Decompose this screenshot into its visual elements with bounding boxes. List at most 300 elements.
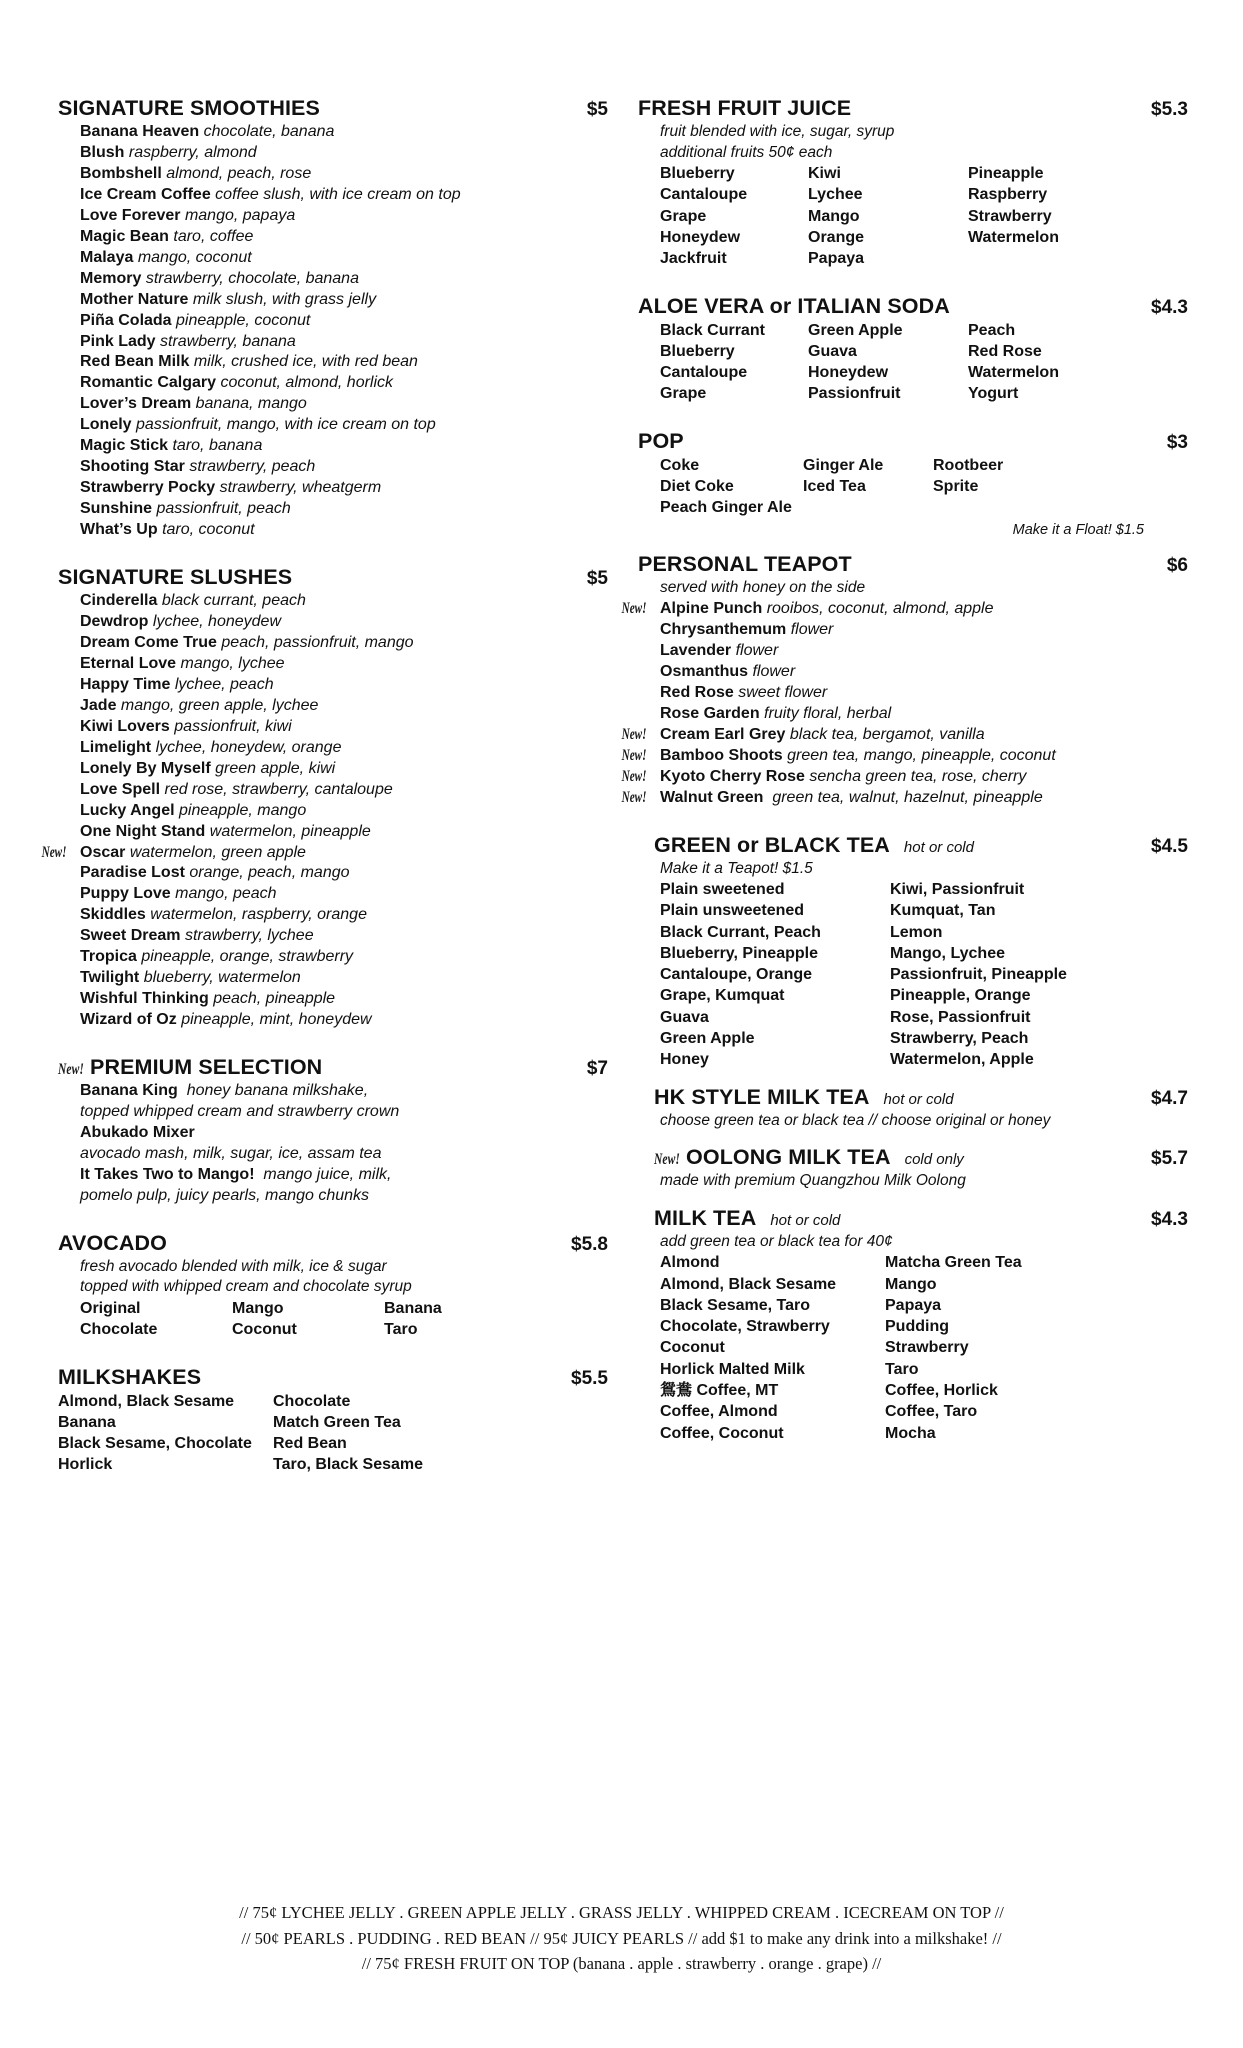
section-title: SIGNATURE SMOOTHIES (58, 96, 320, 120)
item-desc: flower (790, 620, 834, 638)
item-name: Lavender (660, 641, 732, 659)
menu-item (80, 311, 608, 332)
menu-item (80, 780, 608, 801)
item-desc: strawberry, wheatgerm (219, 479, 382, 497)
flavor-grid (660, 320, 1188, 405)
item-desc: mango juice, milk, (263, 1165, 392, 1183)
item-desc: taro, coconut (162, 521, 255, 539)
flavor-item: Chocolate (80, 1321, 158, 1339)
item-desc: coconut, almond, horlick (220, 374, 394, 392)
flavor-item: Banana (384, 1300, 442, 1318)
item-desc: strawberry, peach (189, 458, 316, 476)
item-name: Blush (80, 143, 125, 161)
section-aloe-vera-italian-soda (638, 294, 1188, 405)
menu-item (80, 248, 608, 269)
section-subtitle: made with premium Quangzhou Milk Oolong (660, 1172, 966, 1190)
section-subtitle: fruit blended with ice, sugar, syrup (660, 123, 895, 140)
flavor-item: Raspberry (968, 186, 1048, 204)
item-name: Jade (80, 696, 117, 714)
flavor-item: Watermelon (968, 364, 1059, 382)
item-name: Bombshell (80, 164, 162, 182)
menu-item (660, 662, 1188, 683)
flavor-item: Chocolate, Strawberry (660, 1318, 830, 1336)
item-desc: passionfruit, mango, with ice cream on top (136, 416, 436, 434)
section-price: $5.8 (571, 1233, 608, 1255)
section-header (638, 1145, 1188, 1170)
menu-item (660, 704, 1188, 725)
item-desc: coffee slush, with ice cream on top (215, 185, 461, 203)
flavor-item: Black Sesame, Chocolate (58, 1435, 252, 1453)
flavor-item: Kiwi (808, 165, 841, 183)
section-price: $5.7 (1151, 1148, 1188, 1170)
item-name: One Night Stand (80, 822, 206, 840)
section-note: hot or cold (770, 1211, 841, 1229)
flavor-item: Rose, Passionfruit (890, 1008, 1031, 1026)
item-name: Cream Earl Grey (660, 725, 786, 743)
section-title: MILKSHAKES (58, 1364, 202, 1389)
item-name: What’s Up (80, 521, 158, 539)
menu-item-new (621, 767, 1188, 788)
flavor-item: Coffee, Taro (885, 1403, 978, 1421)
flavor-item: Passionfruit (808, 385, 901, 403)
section-pop (638, 429, 1188, 539)
section-fresh-fruit-juice (638, 96, 1188, 270)
section-title-text: PREMIUM SELECTION (90, 1055, 323, 1080)
left-column (41, 96, 608, 1476)
new-badge: New! (41, 843, 67, 861)
item-desc: mango, green apple, lychee (120, 696, 319, 714)
flavor-item: Mango (885, 1275, 937, 1293)
menu-item (80, 759, 608, 780)
section-price: $6 (1166, 555, 1188, 577)
new-badge: New! (621, 788, 647, 806)
item-name: Malaya (80, 248, 134, 266)
item-desc: orange, peach, mango (189, 864, 350, 882)
flavor-item: Plain sweetened (660, 881, 785, 899)
section-premium-selection (58, 1055, 608, 1207)
menu-item (80, 122, 608, 143)
flavor-item (803, 497, 933, 518)
section-price: $3 (1166, 431, 1188, 453)
menu-item (80, 457, 608, 478)
section-price: $4.3 (1151, 296, 1188, 318)
menu-item (80, 164, 608, 185)
flavor-item: Mocha (885, 1424, 936, 1442)
menu-item (80, 696, 608, 717)
section-title: GREEN or BLACK TEA (654, 832, 890, 857)
item-desc: watermelon, green apple (129, 843, 306, 861)
flavor-grid (660, 879, 1188, 1070)
section-signature-slushes (41, 565, 608, 1031)
item-desc: lychee, honeydew, orange (155, 738, 342, 756)
item-desc: almond, peach, rose (166, 164, 312, 182)
item-name: Shooting Star (80, 458, 185, 476)
item-desc: fruity floral, herbal (764, 704, 892, 722)
green-tea-body (638, 859, 1188, 1071)
section-title: SIGNATURE SLUSHES (58, 565, 293, 590)
flavor-item: Kiwi, Passionfruit (890, 881, 1025, 899)
menu-item (80, 612, 608, 633)
menu-item (80, 478, 608, 499)
item-desc: black currant, peach (161, 592, 306, 610)
menu-item (80, 884, 608, 905)
item-name: Pink Lady (80, 332, 156, 350)
spacer (58, 1031, 608, 1055)
section-title: POP (638, 428, 684, 453)
item-desc: pineapple, mint, honeydew (181, 1011, 372, 1029)
item-name: Skiddles (80, 906, 146, 924)
menu-item (80, 926, 608, 947)
item-desc: green apple, kiwi (215, 759, 336, 777)
section-header (58, 1231, 608, 1256)
flavor-item: Passionfruit, Pineapple (890, 966, 1067, 984)
item-name: Limelight (80, 738, 152, 756)
flavor-item: Cantaloupe (660, 186, 748, 204)
item-desc: sencha green tea, rose, cherry (809, 767, 1027, 785)
item-desc: lychee, peach (174, 675, 274, 693)
flavor-item: Black Currant (660, 321, 765, 339)
flavor-item: Kumquat, Tan (890, 902, 996, 920)
flavor-item: Almond, Black Sesame (660, 1275, 837, 1293)
flavor-item: Watermelon, Apple (890, 1051, 1034, 1069)
item-desc: passionfruit, peach (156, 500, 291, 518)
milk-tea-body (638, 1232, 1188, 1444)
item-desc: chocolate, banana (203, 123, 335, 140)
flavor-item: Ginger Ale (803, 456, 884, 474)
item-name: Wishful Thinking (80, 990, 209, 1008)
flavor-item: Guava (660, 1008, 709, 1026)
item-desc: passionfruit, kiwi (174, 717, 292, 735)
menu-columns (41, 96, 1188, 1476)
menu-item (660, 620, 1188, 641)
item-name: Dewdrop (80, 613, 149, 631)
section-title: ALOE VERA or ITALIAN SODA (638, 293, 950, 318)
section-avocado (58, 1231, 608, 1341)
section-header (58, 96, 608, 121)
section-title: MILK TEA (654, 1205, 757, 1230)
flavor-item: Almond, Black Sesame (58, 1392, 235, 1410)
section-title-text: OOLONG MILK TEA (686, 1145, 891, 1170)
flavor-grid (80, 1298, 608, 1341)
item-desc: honey banana milkshake, (186, 1082, 369, 1100)
spacer (638, 809, 1188, 833)
item-name: Puppy Love (80, 885, 171, 903)
flavor-item: Horlick Malted Milk (660, 1360, 805, 1378)
flavor-item: Iced Tea (803, 477, 866, 495)
menu-item (80, 591, 608, 612)
flavor-item: Horlick (58, 1456, 113, 1474)
item-desc: mango, peach (175, 885, 277, 903)
flavor-item: Diet Coke (660, 477, 734, 495)
section-subtitle: additional fruits 50¢ each (660, 143, 833, 161)
item-name: Rose Garden (660, 704, 760, 722)
section-title: FRESH FRUIT JUICE (638, 96, 852, 120)
item-name: Kyoto Cherry Rose (660, 767, 805, 785)
menu-item (80, 373, 608, 394)
section-title (654, 1145, 891, 1170)
flavor-item: Coffee, Almond (660, 1403, 778, 1421)
menu-item (80, 269, 608, 290)
item-desc: pineapple, coconut (176, 311, 311, 329)
section-personal-teapot (621, 552, 1188, 808)
menu-item (80, 968, 608, 989)
flavor-item: Plain unsweetened (660, 902, 805, 920)
item-name: Piña Colada (80, 311, 172, 329)
item-desc-cont: topped whipped cream and strawberry crown (80, 1103, 400, 1121)
section-subtitle: choose green tea or black tea // choose original or honey (660, 1111, 1051, 1129)
menu-item-new (621, 725, 1188, 746)
section-subtitle: served with honey on the side (660, 579, 866, 597)
section-subtitle: Make it a Teapot! $1.5 (660, 859, 813, 877)
item-name: Paradise Lost (80, 864, 185, 882)
menu-item-new (621, 788, 1188, 809)
flavor-item: Strawberry, Peach (890, 1030, 1029, 1048)
menu-item (80, 863, 608, 884)
item-name: Mother Nature (80, 290, 189, 308)
flavor-item: Papaya (885, 1296, 942, 1314)
new-badge: New! (621, 600, 647, 618)
item-desc: flower (735, 641, 779, 659)
section-note: cold only (904, 1151, 964, 1169)
section-header (638, 552, 1188, 577)
item-name: Alpine Punch (660, 600, 763, 618)
flavor-item: Taro (384, 1321, 418, 1339)
flavor-item: Red Rose (968, 342, 1042, 360)
menu-item (80, 352, 608, 373)
flavor-item: Strawberry (885, 1339, 969, 1357)
item-name: Lover’s Dream (80, 395, 192, 413)
item-name: Red Rose (660, 683, 734, 701)
menu-item (80, 185, 608, 206)
new-badge: New! (58, 1061, 84, 1079)
menu-item (80, 822, 608, 843)
aloe-body (638, 320, 1188, 405)
section-header (638, 1206, 1188, 1231)
section-header (58, 1055, 608, 1080)
item-desc: green tea, walnut, hazelnut, pineapple (772, 788, 1043, 806)
menu-item (80, 654, 608, 675)
spacer (58, 1207, 608, 1231)
flavor-item: Papaya (808, 250, 865, 268)
section-header (58, 1365, 608, 1390)
flavor-item: Peach (968, 321, 1016, 339)
item-name: Oscar (80, 843, 126, 861)
flavor-item: Blueberry (660, 165, 735, 183)
spacer (58, 1341, 608, 1365)
menu-item-new (621, 746, 1188, 767)
section-milkshakes (58, 1365, 608, 1476)
section-note: hot or cold (883, 1090, 954, 1108)
item-list (58, 1081, 608, 1207)
section-signature-smoothies (58, 96, 608, 541)
avocado-body (58, 1257, 608, 1341)
item-desc: rooibos, coconut, almond, apple (766, 600, 994, 618)
section-title: PERSONAL TEAPOT (638, 552, 852, 577)
item-desc: strawberry, lychee (184, 927, 314, 945)
item-desc: banana, mango (195, 395, 307, 413)
flavor-item: Pineapple, Orange (890, 987, 1031, 1005)
flavor-item: Black Sesame, Taro (660, 1296, 811, 1314)
item-desc: watermelon, pineapple (209, 822, 371, 840)
item-name: Chrysanthemum (660, 620, 787, 638)
menu-item (80, 717, 608, 738)
item-name: Love Spell (80, 780, 161, 798)
juice-body (638, 122, 1188, 270)
item-name: Love Forever (80, 206, 181, 224)
item-desc: blueberry, watermelon (143, 969, 301, 987)
flavor-item: Cantaloupe, Orange (660, 966, 813, 984)
flavor-item: Matcha Green Tea (885, 1254, 1022, 1272)
menu-item (80, 801, 608, 822)
menu-item (80, 206, 608, 227)
item-name: Wizard of Oz (80, 1011, 177, 1029)
item-desc: mango, papaya (184, 206, 296, 224)
section-header (638, 833, 1188, 858)
item-desc: peach, passionfruit, mango (221, 633, 414, 651)
menu-item (80, 520, 608, 541)
flavor-item: Cantaloupe (660, 364, 748, 382)
section-title (58, 1055, 322, 1080)
new-badge: New! (654, 1151, 680, 1169)
flavor-item: Yogurt (968, 385, 1019, 403)
flavor-item: Coffee, Horlick (885, 1381, 998, 1399)
section-header (638, 96, 1188, 121)
item-desc: milk slush, with grass jelly (192, 290, 377, 308)
menu-item (80, 989, 608, 1010)
flavor-item: Taro (885, 1360, 919, 1378)
flavor-grid (660, 1252, 1188, 1443)
flavor-item: Pudding (885, 1318, 949, 1336)
flavor-item: Pineapple (968, 165, 1044, 183)
item-desc: watermelon, raspberry, orange (150, 906, 367, 924)
item-desc: raspberry, almond (128, 143, 257, 161)
flavor-item: 鴛鴦 Coffee, MT (660, 1381, 779, 1399)
flavor-item: Mango, Lychee (890, 944, 1005, 962)
item-desc: sweet flower (738, 683, 828, 701)
section-title: AVOCADO (58, 1230, 167, 1255)
new-badge: New! (621, 725, 647, 743)
flavor-item: Blueberry (660, 342, 735, 360)
footer-line: // 75¢ FRESH FRUIT ON TOP (banana . apple . strawberry . orange . grape) // (361, 1954, 882, 1974)
section-oolong-milk-tea (638, 1145, 1188, 1192)
section-price: $5.3 (1151, 99, 1188, 120)
item-desc: milk, crushed ice, with red bean (193, 353, 418, 371)
item-desc: mango, lychee (180, 654, 285, 672)
item-name: Dream Come True (80, 633, 217, 651)
item-name: Romantic Calgary (80, 374, 217, 392)
flavor-item: Honeydew (808, 364, 889, 382)
item-name: Lonely By Myself (80, 759, 211, 777)
item-desc: flower (752, 662, 796, 680)
item-name: Sweet Dream (80, 927, 181, 945)
menu-item (80, 143, 608, 164)
item-name: Abukado Mixer (80, 1123, 195, 1141)
section-milk-tea (638, 1206, 1188, 1444)
menu-item (80, 905, 608, 926)
flavor-item: Taro, Black Sesame (273, 1456, 424, 1474)
flavor-item: Mango (808, 207, 860, 225)
flavor-item: Rootbeer (933, 456, 1004, 474)
item-name: Bamboo Shoots (660, 746, 783, 764)
flavor-item: Lemon (890, 923, 943, 941)
item-desc: taro, banana (172, 437, 263, 455)
menu-item (80, 947, 608, 968)
spacer (58, 541, 608, 565)
flavor-grid (660, 163, 1188, 269)
flavor-item: Chocolate (273, 1392, 351, 1410)
section-price: $5 (586, 568, 608, 590)
flavor-item: Black Currant, Peach (660, 923, 821, 941)
item-desc: pineapple, mango (179, 801, 307, 819)
flavor-item: Grape, Kumquat (660, 987, 785, 1005)
section-subtitle: topped with whipped cream and chocolate syrup (80, 1278, 412, 1296)
item-name: Ice Cream Coffee (80, 185, 211, 203)
menu-item (80, 1081, 608, 1123)
flavor-item: Coconut (660, 1339, 725, 1357)
menu-item (80, 633, 608, 654)
float-note: Make it a Float! $1.5 (1012, 522, 1144, 539)
section-header (638, 1085, 1188, 1110)
flavor-item: Match Green Tea (273, 1413, 401, 1431)
menu-item (660, 683, 1188, 704)
item-desc-cont: pomelo pulp, juicy pearls, mango chunks (80, 1186, 370, 1204)
flavor-item: Almond (660, 1254, 720, 1272)
section-price: $7 (586, 1058, 608, 1080)
flavor-item: Coconut (232, 1321, 297, 1339)
menu-item-new (621, 599, 1188, 620)
menu-item (80, 1165, 608, 1207)
spacer (638, 1071, 1188, 1085)
item-name: It Takes Two to Mango! (80, 1165, 255, 1183)
item-name: Kiwi Lovers (80, 717, 170, 735)
item-name: Eternal Love (80, 654, 177, 672)
section-subtitle: add green tea or black tea for 40¢ (660, 1232, 893, 1250)
menu-item (80, 290, 608, 311)
item-name: Twilight (80, 969, 140, 987)
flavor-item (933, 497, 1188, 518)
item-name: Osmanthus (660, 662, 749, 680)
pop-body (638, 455, 1188, 539)
item-desc: pineapple, orange, strawberry (141, 948, 354, 966)
section-price: $5.5 (571, 1367, 608, 1389)
section-hk-style-milk-tea (638, 1085, 1188, 1132)
right-column (621, 96, 1188, 1476)
item-desc: mango, coconut (137, 248, 252, 266)
item-name: Strawberry Pocky (80, 479, 216, 497)
menu-item (660, 641, 1188, 662)
spacer (638, 270, 1188, 294)
spacer (638, 538, 1188, 552)
section-header (58, 565, 608, 590)
item-name: Red Bean Milk (80, 353, 190, 371)
menu-item (80, 415, 608, 436)
flavor-item: Sprite (933, 477, 979, 495)
footer-addons (0, 1900, 1243, 1977)
flavor-item: Orange (808, 229, 865, 247)
section-header (638, 294, 1188, 319)
flavor-item: Honeydew (660, 229, 741, 247)
footer-line: // 75¢ LYCHEE JELLY . GREEN APPLE JELLY . GRASS JELLY . WHIPPED CREAM . ICECREAM ON TOP // (239, 1903, 1004, 1922)
flavor-item: Banana (58, 1413, 116, 1431)
item-name: Memory (80, 269, 142, 287)
flavor-item: Peach Ginger Ale (660, 499, 792, 517)
item-desc: black tea, bergamot, vanilla (789, 725, 985, 743)
item-name: Magic Stick (80, 437, 169, 455)
menu-item-new (41, 843, 608, 864)
section-green-black-tea (638, 833, 1188, 1071)
flavor-item: Guava (808, 342, 857, 360)
section-title: HK STYLE MILK TEA (654, 1084, 870, 1109)
